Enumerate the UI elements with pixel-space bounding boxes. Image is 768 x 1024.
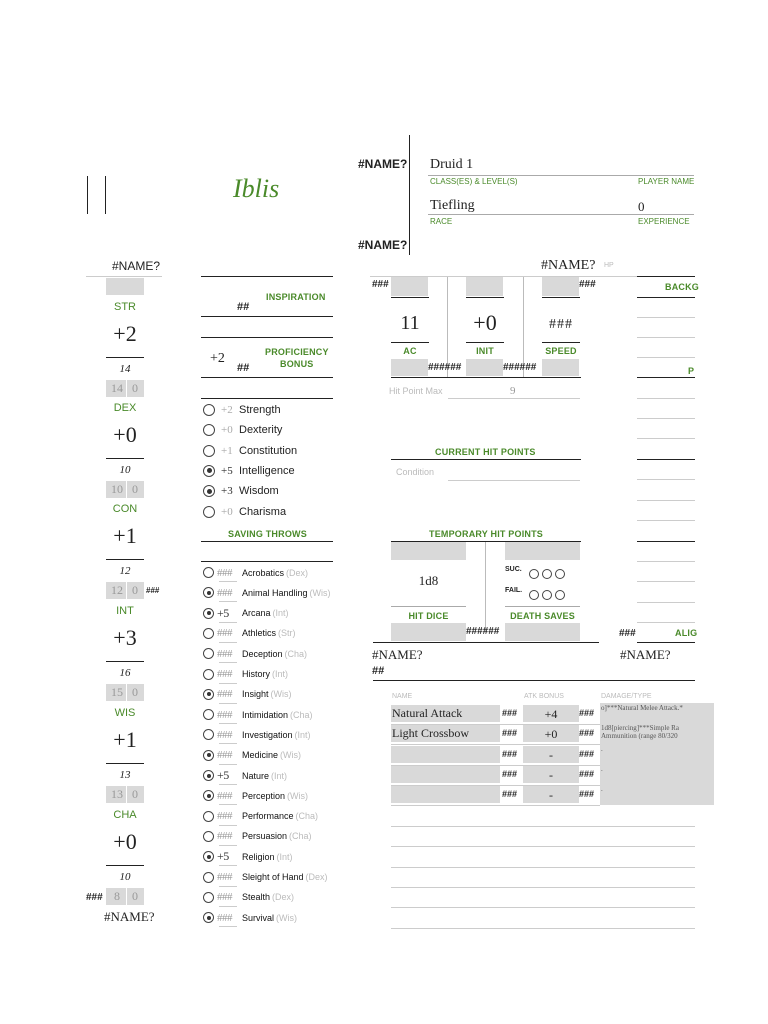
cha-base-score[interactable]: 8 bbox=[114, 889, 120, 903]
skill-persuasion-name: Persuasion bbox=[242, 831, 288, 842]
attack-row-3-hash-2: ### bbox=[579, 748, 595, 759]
skill-intimidation-modifier: ### bbox=[217, 708, 232, 721]
condition-label: Condition bbox=[396, 467, 435, 477]
attack-row-3-bonus-cell[interactable] bbox=[523, 746, 579, 763]
con-score-box bbox=[106, 582, 144, 599]
skill-investigation-proficiency[interactable] bbox=[203, 729, 214, 740]
skill-history bbox=[203, 668, 288, 681]
attack-row-5-damage[interactable]: . bbox=[601, 785, 603, 794]
skill-stealth bbox=[203, 891, 294, 904]
save-charisma-proficiency[interactable] bbox=[203, 506, 215, 518]
skill-arcana-proficiency[interactable] bbox=[203, 608, 214, 619]
dex-base-score[interactable]: 10 bbox=[111, 482, 123, 496]
attack-row-4-hash-2: ### bbox=[579, 768, 595, 779]
save-intelligence bbox=[203, 464, 295, 478]
attack-row-1-bonus-cell[interactable] bbox=[523, 705, 579, 722]
combat-hash-left: ### bbox=[372, 279, 389, 290]
skill-animal-handling-modifier: ### bbox=[217, 586, 232, 599]
skill-deception bbox=[203, 647, 307, 660]
int-label: INT bbox=[116, 605, 134, 617]
cha-score[interactable]: 10 bbox=[119, 871, 131, 883]
background-label: BACKG bbox=[665, 282, 699, 292]
abilities-name-error: #NAME? bbox=[112, 259, 161, 273]
skill-insight-name: Insight bbox=[242, 689, 269, 700]
save-dexterity-proficiency[interactable] bbox=[203, 424, 215, 436]
wis-score-box bbox=[106, 786, 144, 803]
skill-animal-handling bbox=[203, 586, 331, 599]
skill-insight-proficiency[interactable] bbox=[203, 689, 214, 700]
attack-row-5-hash-2: ### bbox=[579, 789, 595, 800]
success-check-1[interactable] bbox=[529, 569, 539, 579]
skill-performance-name: Performance bbox=[242, 811, 294, 822]
proficiency-value[interactable]: +2 bbox=[210, 351, 225, 366]
con-label: CON bbox=[112, 503, 138, 515]
ac-value[interactable]: 11 bbox=[400, 312, 420, 334]
skill-nature-name: Nature bbox=[242, 770, 270, 781]
attacks-name-error: #NAME? bbox=[372, 647, 423, 662]
attack-row-5-name-cell[interactable] bbox=[391, 786, 500, 803]
dex-score-box bbox=[106, 481, 144, 498]
attack-row-4-bonus-cell[interactable] bbox=[523, 766, 579, 783]
speed-value[interactable]: ### bbox=[549, 317, 573, 332]
con-base-score[interactable]: 12 bbox=[111, 583, 123, 597]
attack-row-1-hash-2: ### bbox=[579, 708, 595, 718]
skill-survival-ability: (Wis) bbox=[276, 912, 298, 923]
cha-score-box bbox=[106, 888, 144, 905]
class-level-value[interactable]: Druid 1 bbox=[430, 157, 474, 172]
str-bonus-score[interactable]: 0 bbox=[132, 381, 138, 395]
skill-performance-ability: (Cha) bbox=[295, 811, 319, 822]
skill-insight-ability: (Wis) bbox=[270, 689, 292, 700]
skill-animal-handling-ability: (Wis) bbox=[309, 587, 331, 598]
dex-label: DEX bbox=[113, 402, 137, 414]
save-charisma bbox=[203, 505, 286, 519]
experience-label: EXPERIENCE bbox=[638, 217, 690, 226]
skill-sleight-of-hand-name: Sleight of Hand bbox=[242, 872, 304, 882]
skill-religion-modifier: +5 bbox=[217, 849, 229, 864]
combat-bottom-hash: ###### bbox=[466, 626, 500, 637]
dex-score[interactable]: 10 bbox=[119, 464, 131, 476]
save-charisma-name: Charisma bbox=[239, 505, 287, 518]
skill-stealth-proficiency[interactable] bbox=[203, 892, 214, 903]
attack-row-1-bonus: +4 bbox=[544, 707, 558, 721]
skill-intimidation bbox=[203, 708, 313, 721]
skill-perception-modifier: ### bbox=[217, 789, 232, 802]
save-constitution-proficiency[interactable] bbox=[203, 445, 215, 457]
skill-arcana-modifier: +5 bbox=[217, 605, 229, 620]
dex-bonus-score[interactable]: 0 bbox=[132, 482, 138, 496]
hp-max-label: Hit Point Max bbox=[389, 386, 443, 396]
race-label: RACE bbox=[430, 217, 453, 226]
save-charisma-modifier: +0 bbox=[221, 505, 233, 518]
skill-insight bbox=[203, 688, 292, 701]
race-value[interactable]: Tiefling bbox=[430, 198, 475, 213]
character-name[interactable]: Iblis bbox=[233, 174, 280, 203]
dex-modifier[interactable]: +0 bbox=[113, 422, 137, 447]
save-dexterity-name: Dexterity bbox=[239, 424, 283, 437]
attack-row-5-hash-1: ### bbox=[502, 789, 518, 800]
save-constitution-modifier: +1 bbox=[221, 444, 233, 457]
skill-acrobatics-ability: (Dex) bbox=[286, 567, 309, 578]
skill-intimidation-ability: (Cha) bbox=[290, 709, 313, 720]
attack-row-4-hash-1: ### bbox=[502, 768, 518, 779]
success-check-2[interactable] bbox=[542, 569, 552, 579]
skill-intimidation-name: Intimidation bbox=[242, 709, 289, 720]
attack-row-1-name: Natural Attack bbox=[392, 706, 463, 720]
skill-perception-ability: (Wis) bbox=[287, 790, 309, 801]
skill-animal-handling-name: Animal Handling bbox=[242, 587, 308, 598]
combat-hash-right: ### bbox=[579, 279, 596, 290]
save-dexterity bbox=[203, 423, 282, 437]
inspiration-value[interactable]: ## bbox=[237, 301, 250, 313]
skill-medicine-ability: (Wis) bbox=[280, 750, 302, 761]
con-modifier[interactable]: +1 bbox=[113, 523, 137, 548]
con-score[interactable]: 12 bbox=[119, 565, 131, 577]
str-top-box bbox=[106, 278, 144, 295]
skill-survival-proficiency[interactable] bbox=[203, 912, 214, 923]
save-dexterity-modifier: +0 bbox=[221, 424, 233, 437]
skill-stealth-name: Stealth bbox=[242, 892, 271, 903]
skill-acrobatics-proficiency[interactable] bbox=[203, 567, 214, 578]
wis-label: WIS bbox=[114, 707, 136, 719]
attacks-hash: ## bbox=[372, 665, 385, 677]
con-bonus-score[interactable]: 0 bbox=[132, 583, 138, 597]
attack-row-3-name-cell[interactable] bbox=[391, 746, 500, 763]
int-bonus-score[interactable]: 0 bbox=[132, 685, 138, 699]
class-level-label: CLASS(ES) & LEVEL(S) bbox=[430, 177, 518, 186]
skill-religion-name: Religion bbox=[242, 851, 275, 862]
save-strength-name: Strength bbox=[239, 404, 281, 416]
header-divider bbox=[409, 135, 410, 255]
str-base-score[interactable]: 14 bbox=[111, 381, 123, 395]
skill-religion-ability: (Int) bbox=[276, 851, 293, 862]
skill-history-proficiency[interactable] bbox=[203, 669, 214, 680]
int-base-score[interactable]: 15 bbox=[111, 685, 123, 699]
attack-row-4-damage[interactable]: . bbox=[601, 764, 603, 773]
wis-base-score[interactable]: 13 bbox=[111, 787, 123, 801]
skill-perception-name: Perception bbox=[242, 790, 286, 801]
attack-row-2-name-cell[interactable] bbox=[391, 725, 500, 742]
wis-score[interactable]: 13 bbox=[119, 769, 131, 781]
right-hash: ### bbox=[619, 628, 636, 639]
suc-label: SUC. bbox=[505, 566, 522, 573]
attack-row-1-damage[interactable]: o]***Natural Melee Attack.* bbox=[601, 704, 683, 712]
skill-nature-modifier: +5 bbox=[217, 768, 229, 782]
save-wisdom-proficiency[interactable] bbox=[203, 485, 215, 497]
success-checks bbox=[529, 565, 568, 583]
skill-nature bbox=[203, 769, 287, 782]
player-name-label: PLAYER NAME bbox=[638, 177, 695, 186]
skill-investigation-modifier: ### bbox=[217, 728, 232, 741]
save-wisdom-name: Wisdom bbox=[239, 485, 279, 498]
int-score[interactable]: 16 bbox=[119, 667, 131, 679]
skill-athletics bbox=[203, 627, 296, 640]
skill-investigation-name: Investigation bbox=[242, 729, 293, 740]
skill-medicine bbox=[203, 749, 301, 762]
skill-survival-modifier: ### bbox=[217, 911, 232, 924]
skill-performance-modifier: ### bbox=[217, 810, 232, 823]
wis-bonus-score[interactable]: 0 bbox=[132, 787, 138, 801]
attack-row-5-bonus-cell[interactable] bbox=[523, 786, 579, 803]
skill-persuasion-modifier: ### bbox=[217, 830, 232, 843]
int-modifier[interactable]: +3 bbox=[113, 625, 137, 650]
attack-row-4-bonus: - bbox=[549, 767, 553, 782]
skill-deception-ability: (Cha) bbox=[284, 648, 308, 659]
attack-row-2-hash-1: ### bbox=[502, 728, 518, 739]
cha-label: CHA bbox=[113, 809, 137, 821]
skill-history-name: History bbox=[242, 669, 271, 679]
abilities-name-error-bottom: #NAME? bbox=[104, 909, 155, 924]
skill-animal-handling-proficiency[interactable] bbox=[203, 587, 214, 598]
skill-stealth-modifier: ### bbox=[217, 891, 232, 904]
skill-deception-modifier: ### bbox=[217, 647, 232, 660]
proficiency-label-1: PROFICIENCY bbox=[265, 347, 329, 357]
save-intelligence-proficiency[interactable] bbox=[203, 465, 215, 477]
skill-religion-proficiency[interactable] bbox=[203, 851, 214, 862]
skill-medicine-proficiency[interactable] bbox=[203, 750, 214, 761]
attack-row-2-damage[interactable]: 1d8[piercing]***Simple Ra Ammunition (range 80/320 bbox=[601, 724, 679, 741]
header-name-error-top: #NAME? bbox=[358, 157, 408, 171]
death-saves-label: DEATH SAVES bbox=[510, 611, 575, 621]
int-score-box bbox=[106, 684, 144, 701]
init-top-box bbox=[466, 277, 503, 296]
inspiration-label: INSPIRATION bbox=[266, 292, 326, 302]
skill-persuasion-proficiency[interactable] bbox=[203, 831, 214, 842]
skill-nature-ability: (Int) bbox=[271, 770, 288, 781]
hit-dice-top-box bbox=[391, 542, 466, 560]
save-strength-modifier: +2 bbox=[221, 404, 233, 416]
skill-insight-modifier: ### bbox=[217, 688, 232, 701]
skill-investigation-ability: (Int) bbox=[294, 729, 311, 740]
temp-hp-label: TEMPORARY HIT POINTS bbox=[429, 529, 544, 539]
right-name-error: #NAME? bbox=[620, 647, 671, 662]
failure-check-2[interactable] bbox=[542, 590, 552, 600]
experience-value[interactable]: 0 bbox=[638, 199, 645, 214]
speed-top-box bbox=[542, 277, 579, 296]
failure-check-1[interactable] bbox=[529, 590, 539, 600]
save-intelligence-name: Intelligence bbox=[239, 464, 295, 477]
skill-performance bbox=[203, 810, 318, 823]
cha-side-hash: ### bbox=[86, 892, 103, 903]
skill-medicine-name: Medicine bbox=[242, 750, 279, 761]
skill-arcana bbox=[203, 607, 289, 620]
skill-history-ability: (Int) bbox=[272, 669, 289, 679]
hit-dice-value[interactable]: 1d8 bbox=[418, 573, 439, 588]
skill-acrobatics bbox=[203, 566, 308, 579]
attack-row-1-hash-1: ### bbox=[502, 708, 518, 718]
hit-dice-label: HIT DICE bbox=[408, 611, 449, 621]
attack-row-3-damage[interactable]: . bbox=[601, 744, 603, 753]
save-wisdom bbox=[203, 484, 279, 498]
failure-check-3[interactable] bbox=[555, 590, 565, 600]
skill-stealth-ability: (Dex) bbox=[272, 892, 295, 903]
skill-athletics-modifier: ### bbox=[217, 627, 232, 640]
attack-row-1-name-cell[interactable] bbox=[391, 705, 500, 722]
con-side-hash: ### bbox=[146, 586, 160, 595]
skill-athletics-proficiency[interactable] bbox=[203, 628, 214, 639]
ac-top-box bbox=[391, 277, 428, 296]
skill-deception-name: Deception bbox=[242, 648, 283, 659]
skill-perception bbox=[203, 789, 308, 802]
header-name-error-bottom: #NAME? bbox=[358, 238, 408, 252]
skill-arcana-name: Arcana bbox=[242, 608, 271, 619]
skill-sleight-of-hand-proficiency[interactable] bbox=[203, 872, 214, 883]
skill-religion bbox=[203, 850, 293, 863]
under-hash-2: ###### bbox=[503, 362, 537, 373]
skill-survival-name: Survival bbox=[242, 912, 275, 923]
skill-sleight-of-hand-ability: (Dex) bbox=[305, 872, 328, 882]
attack-col-bonus: ATK BONUS bbox=[524, 693, 564, 700]
skill-acrobatics-name: Acrobatics bbox=[242, 567, 285, 578]
skill-sleight-of-hand bbox=[203, 871, 328, 884]
save-strength-proficiency[interactable] bbox=[203, 404, 215, 416]
skill-medicine-modifier: ### bbox=[217, 749, 232, 762]
proficiency-label-2: BONUS bbox=[280, 359, 314, 369]
attack-row-3-hash-1: ### bbox=[502, 748, 518, 759]
success-check-3[interactable] bbox=[555, 569, 565, 579]
attack-row-2-hash-2: ### bbox=[579, 728, 595, 739]
cha-bonus-score[interactable]: 0 bbox=[132, 889, 138, 903]
attack-row-2-name: Light Crossbow bbox=[392, 726, 470, 741]
attack-col-damage: DAMAGE/TYPE bbox=[601, 693, 652, 700]
skill-perception-proficiency[interactable] bbox=[203, 790, 214, 801]
death-saves-top-box bbox=[505, 542, 580, 560]
skill-deception-proficiency[interactable] bbox=[203, 648, 214, 659]
header-bar-right bbox=[105, 176, 106, 214]
save-intelligence-modifier: +5 bbox=[221, 464, 233, 477]
skill-acrobatics-modifier: ### bbox=[217, 566, 232, 579]
personality-label: P bbox=[688, 366, 695, 376]
ac-label: AC bbox=[403, 346, 417, 356]
attack-row-3-bonus: - bbox=[549, 747, 553, 762]
skill-intimidation-proficiency[interactable] bbox=[203, 709, 214, 720]
attack-row-2-bonus: +0 bbox=[544, 727, 558, 742]
init-value[interactable]: +0 bbox=[473, 310, 497, 335]
skill-athletics-ability: (Str) bbox=[278, 628, 296, 639]
attack-row-4-name-cell[interactable] bbox=[391, 766, 500, 783]
skill-survival bbox=[203, 911, 297, 924]
str-score[interactable]: 14 bbox=[119, 363, 131, 375]
skill-history-modifier: ### bbox=[217, 668, 232, 680]
hp-label: HP bbox=[604, 262, 614, 269]
attack-row-5-bonus: - bbox=[549, 788, 553, 803]
skill-athletics-name: Athletics bbox=[242, 628, 277, 639]
skill-performance-proficiency[interactable] bbox=[203, 811, 214, 822]
header-bar-left bbox=[87, 176, 88, 214]
skill-persuasion bbox=[203, 830, 312, 843]
skill-arcana-ability: (Int) bbox=[272, 608, 289, 619]
skill-persuasion-ability: (Cha) bbox=[289, 831, 312, 842]
skill-nature-proficiency[interactable] bbox=[203, 770, 214, 781]
proficiency-hash: ## bbox=[237, 362, 250, 374]
current-hp-label: CURRENT HIT POINTS bbox=[435, 447, 536, 457]
cha-modifier[interactable]: +0 bbox=[113, 829, 137, 854]
save-constitution bbox=[203, 444, 297, 458]
save-strength bbox=[203, 403, 281, 417]
attack-row-2-bonus-cell[interactable] bbox=[523, 725, 579, 742]
save-constitution-name: Constitution bbox=[239, 444, 298, 457]
combat-name-error: #NAME? bbox=[541, 258, 596, 273]
save-wisdom-modifier: +3 bbox=[221, 485, 233, 498]
saving-throws-label: SAVING THROWS bbox=[228, 529, 307, 539]
skill-investigation bbox=[203, 728, 311, 741]
init-label: INIT bbox=[476, 346, 494, 356]
skill-sleight-of-hand-modifier: ### bbox=[217, 871, 232, 883]
attack-col-name: NAME bbox=[392, 693, 413, 700]
str-score-box bbox=[106, 380, 144, 397]
str-label: STR bbox=[114, 301, 136, 313]
wis-modifier[interactable]: +1 bbox=[113, 727, 137, 752]
hp-max-value[interactable]: 9 bbox=[510, 385, 516, 397]
alignment-label: ALIG bbox=[675, 628, 698, 638]
speed-label: SPEED bbox=[545, 346, 577, 356]
str-modifier[interactable]: +2 bbox=[113, 321, 137, 346]
failure-checks bbox=[529, 586, 568, 604]
under-hash-1: ###### bbox=[428, 362, 462, 373]
fail-label: FAIL. bbox=[505, 587, 523, 594]
